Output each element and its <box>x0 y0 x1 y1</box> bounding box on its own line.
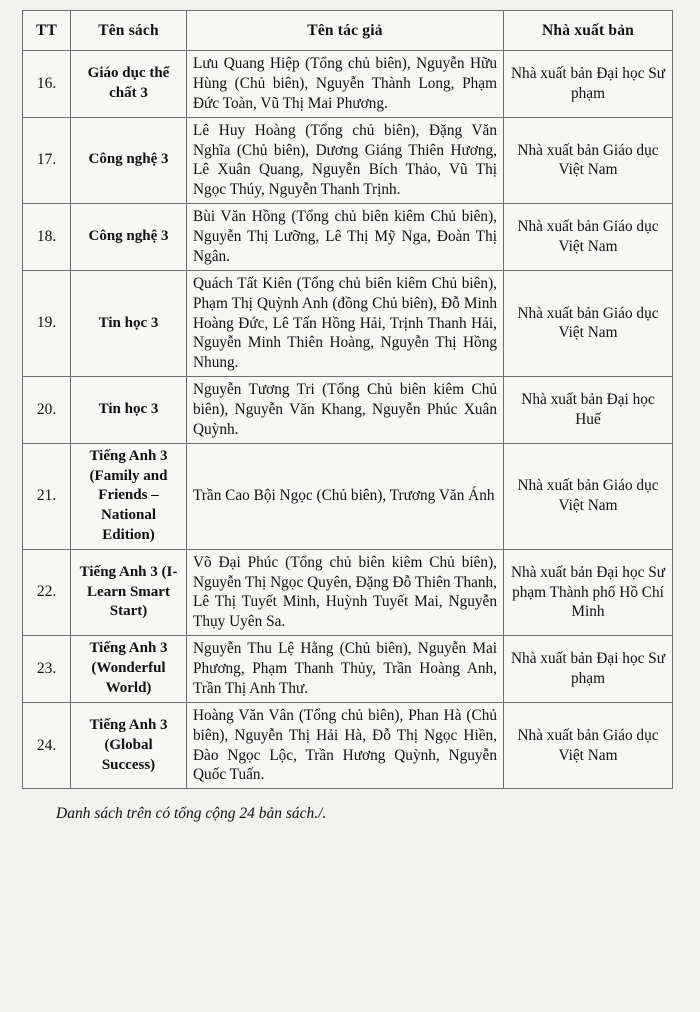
book-name: Tin học 3 <box>71 377 187 444</box>
book-name: Tin học 3 <box>71 270 187 376</box>
column-header-publisher: Nhà xuất bản <box>504 11 673 51</box>
column-header-book-name: Tên sách <box>71 11 187 51</box>
table-row <box>23 117 673 204</box>
publisher-name: Nhà xuất bản Giáo dục Việt Nam <box>504 702 673 789</box>
publisher-name: Nhà xuất bản Giáo dục Việt Nam <box>504 443 673 549</box>
table-header <box>23 11 673 51</box>
author-names: Lê Huy Hoàng (Tổng chủ biên), Đặng Văn Nghĩa (Chủ biên), Dương Giáng Thiên Hương, Lê Xuân Quang, Nguyễn Bích Thảo, Vũ Thị Ngọc Thúy, Nguyễn Thanh Trịnh. <box>187 117 504 204</box>
publisher-name: Nhà xuất bản Đại học Sư phạm <box>504 51 673 118</box>
table-header-row <box>23 11 673 51</box>
row-number: 18. <box>23 204 71 271</box>
author-names: Hoàng Văn Vân (Tổng chủ biên), Phan Hà (Chủ biên), Nguyễn Thị Hải Hà, Đỗ Thị Ngọc Hiền, Đào Ngọc Lộc, Trần Hương Quỳnh, Nguyễn Quốc Tuấn. <box>187 702 504 789</box>
book-name: Tiếng Anh 3 (Wonderful World) <box>71 636 187 703</box>
row-number: 24. <box>23 702 71 789</box>
table-row <box>23 702 673 789</box>
publisher-name: Nhà xuất bản Đại học Sư phạm Thành phố Hồ Chí Minh <box>504 549 673 636</box>
book-name: Tiếng Anh 3 (Global Success) <box>71 702 187 789</box>
row-number: 21. <box>23 443 71 549</box>
textbook-list-table <box>22 10 673 789</box>
table-row <box>23 270 673 376</box>
author-names: Nguyễn Tương Tri (Tổng Chủ biên kiêm Chủ biên), Nguyễn Văn Khang, Nguyễn Phúc Xuân Quỳnh. <box>187 377 504 444</box>
author-names: Lưu Quang Hiệp (Tổng chủ biên), Nguyễn Hữu Hùng (Chủ biên), Nguyễn Thành Long, Phạm Đức Toàn, Vũ Thị Mai Phương. <box>187 51 504 118</box>
author-names: Trần Cao Bội Ngọc (Chủ biên), Trương Văn Ánh <box>187 443 504 549</box>
book-name: Giáo dục thể chất 3 <box>71 51 187 118</box>
column-header-tt: TT <box>23 11 71 51</box>
table-row <box>23 443 673 549</box>
table-row <box>23 377 673 444</box>
table-row <box>23 636 673 703</box>
author-names: Nguyễn Thu Lệ Hằng (Chủ biên), Nguyễn Mai Phương, Phạm Thanh Thủy, Trần Hoàng Anh, Trần Thị Anh Thư. <box>187 636 504 703</box>
book-name: Công nghệ 3 <box>71 117 187 204</box>
book-name: Tiếng Anh 3 (I-Learn Smart Start) <box>71 549 187 636</box>
author-names: Quách Tất Kiên (Tổng chủ biên kiêm Chủ biên), Phạm Thị Quỳnh Anh (đồng Chủ biên), Đỗ Minh Hoàng Đức, Lê Tấn Hồng Hải, Trịnh Thanh Hải, Nguyễn Minh Thiên Hoàng, Nguyễn Thị Hồng Nhung. <box>187 270 504 376</box>
publisher-name: Nhà xuất bản Giáo dục Việt Nam <box>504 117 673 204</box>
table-row <box>23 549 673 636</box>
author-names: Bùi Văn Hồng (Tổng chủ biên kiêm Chủ biên), Nguyễn Thị Lưỡng, Lê Thị Mỹ Nga, Đoàn Thị Ngân. <box>187 204 504 271</box>
table-body <box>23 51 673 789</box>
row-number: 23. <box>23 636 71 703</box>
row-number: 20. <box>23 377 71 444</box>
summary-footnote: Danh sách trên có tổng cộng 24 bản sách./. <box>56 805 327 823</box>
book-name: Tiếng Anh 3 (Family and Friends – National Edition) <box>71 443 187 549</box>
row-number: 16. <box>23 51 71 118</box>
column-header-authors: Tên tác giả <box>187 11 504 51</box>
row-number: 17. <box>23 117 71 204</box>
table-row <box>23 51 673 118</box>
publisher-name: Nhà xuất bản Giáo dục Việt Nam <box>504 270 673 376</box>
publisher-name: Nhà xuất bản Đại học Sư phạm <box>504 636 673 703</box>
row-number: 22. <box>23 549 71 636</box>
publisher-name: Nhà xuất bản Giáo dục Việt Nam <box>504 204 673 271</box>
row-number: 19. <box>23 270 71 376</box>
table-row <box>23 204 673 271</box>
author-names: Võ Đại Phúc (Tổng chủ biên kiêm Chủ biên), Nguyễn Thị Ngọc Quyên, Đặng Đỗ Thiên Thanh, Lê Thị Tuyết Minh, Huỳnh Tuyết Mai, Nguyễn Thụy Uyên Sa. <box>187 549 504 636</box>
book-name: Công nghệ 3 <box>71 204 187 271</box>
publisher-name: Nhà xuất bản Đại học Huế <box>504 377 673 444</box>
